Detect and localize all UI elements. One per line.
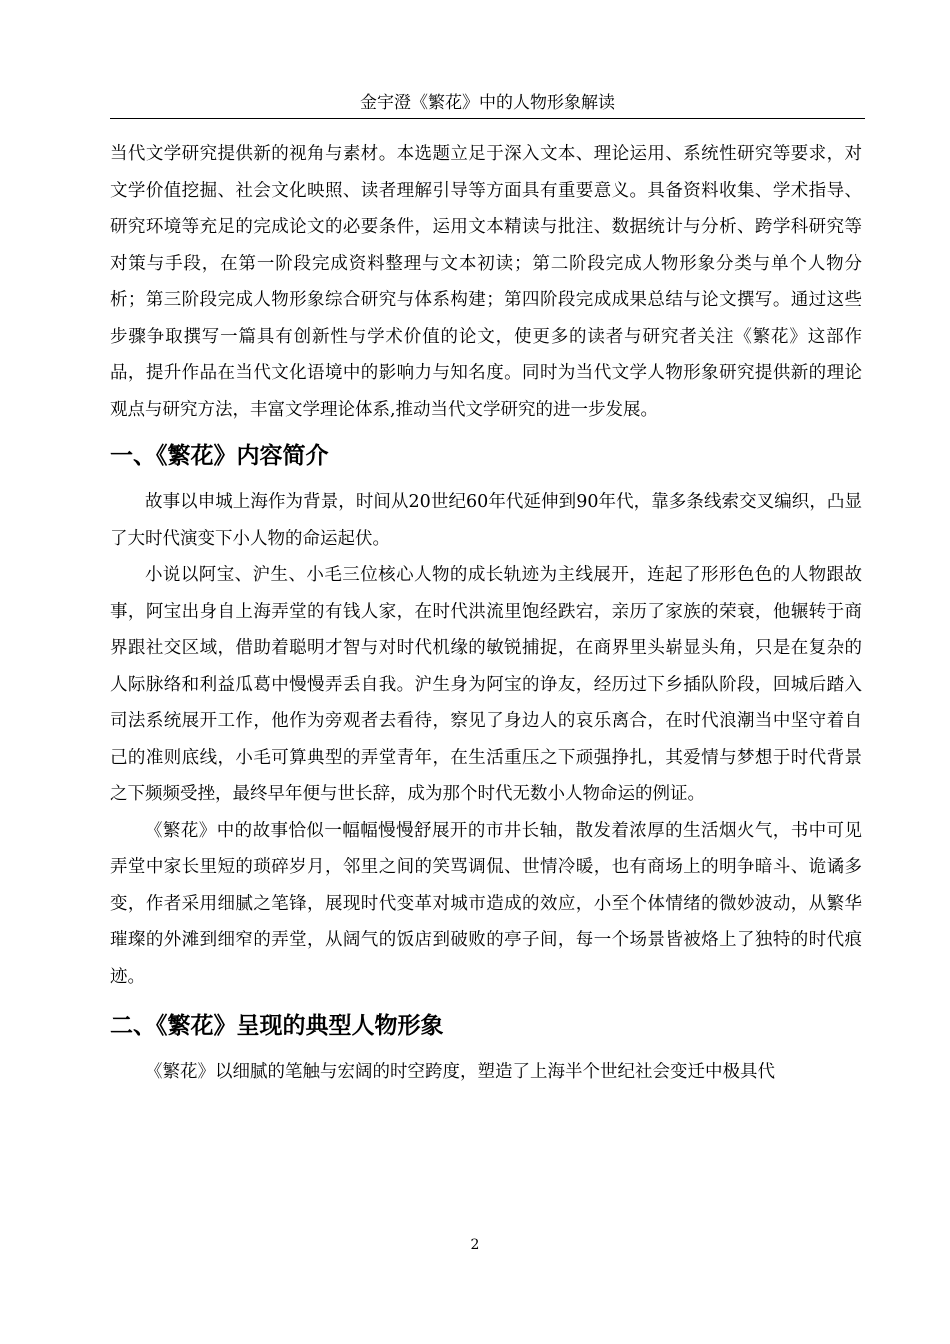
paragraph-main-characters: 小说以阿宝、沪生、小毛三位核心人物的成长轨迹为主线展开，连起了形形色色的人物跟故事，阿宝出身自上海弄堂的有钱人家，在时代洪流里饱经跌宕，亲历了家族的荣衰，他辗转于商界跟社交区域，借助着聪明才智与对时代机缘的敏锐捕捉，在商界里头崭显头角，只是在复杂的人际脉络和利益瓜葛中慢慢弄丢自我。沪生身为阿宝的诤友，经历过下乡插队阶段，回城后踏入司法系统展开工作，他作为旁观者去看待，察见了身边人的哀乐离合，在时代浪潮当中坚守着自己的准则底线，小毛可算典型的弄堂青年，在生活重压之下顽强挣扎，其爱情与梦想于时代背景之下频频受挫，最终早年便与世长辞，成为那个时代无数小人物命运的例证。: [110, 565, 862, 804]
page-number: 2: [470, 1237, 480, 1253]
section-heading-content-summary: 一、《繁花》内容简介: [110, 443, 329, 469]
paragraph-story-background: 故事以申城上海作为背景，时间从20世纪60年代延伸到90年代，靠多条线索交叉编织，凸显了大时代演变下小人物的命运起伏。: [110, 492, 862, 549]
body-content: [110, 136, 862, 1091]
section-heading-typical-characters: 二、《繁花》呈现的典型人物形象: [110, 1013, 444, 1039]
running-header: 金宇澄《繁花》中的人物形象解读: [110, 90, 865, 119]
paragraph-continued: 当代文学研究提供新的视角与素材。本选题立足于深入文本、理论运用、系统性研究等要求，对文学价值挖掘、社会文化映照、读者理解引导等方面具有重要意义。具备资料收集、学术指导、研究环境等充足的完成论文的必要条件，运用文本精读与批注、数据统计与分析、跨学科研究等对策与手段，在第一阶段完成资料整理与文本初读；第二阶段完成人物形象分类与单个人物分析；第三阶段完成人物形象综合研究与体系构建；第四阶段完成成果总结与论文撰写。通过这些步骤争取撰写一篇具有创新性与学术价值的论文，使更多的读者与研究者关注《繁花》这部作品，提升作品在当代文化语境中的影响力与知名度。同时为当代文学人物形象研究提供新的理论观点与研究方法，丰富文学理论体系,推动当代文学研究的进一步发展。: [110, 144, 862, 420]
paragraph-story-scenes: 《繁花》中的故事恰似一幅幅慢慢舒展开的市井长轴，散发着浓厚的生活烟火气，书中可见弄堂中家长里短的琐碎岁月，邻里之间的笑骂调侃、世情冷暖，也有商场上的明争暗斗、诡谲多变，作者采用细腻之笔锋，展现时代变革对城市造成的效应，小至个体情绪的微妙波动，从繁华璀璨的外滩到细窄的弄堂，从阔气的饭店到破败的亭子间，每一个场景皆被烙上了独特的时代痕迹。: [110, 820, 862, 987]
paragraph-characters-intro: 《繁花》以细腻的笔触与宏阔的时空跨度，塑造了上海半个世纪社会变迁中极具代: [145, 1062, 775, 1082]
